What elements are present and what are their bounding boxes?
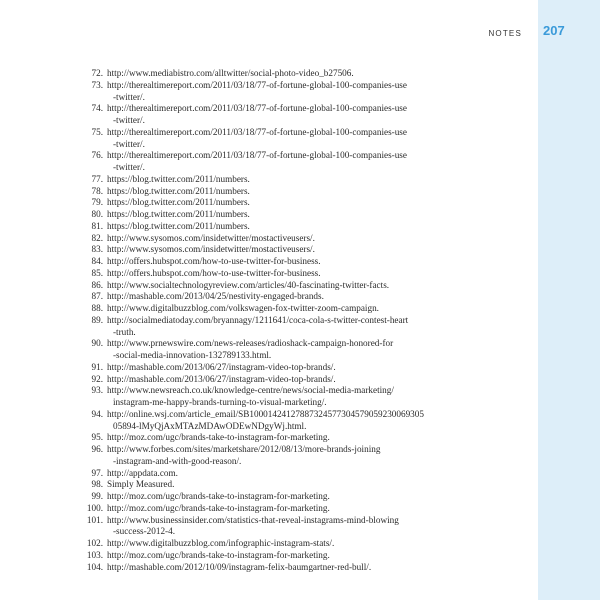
endnote-number: 72. (91, 68, 103, 78)
endnote-text (107, 562, 434, 574)
endnote-line: http://therealtimereport.com/2011/03/18/77-of-fortune-global-100-companies-use (107, 79, 407, 90)
endnote-text (107, 550, 434, 562)
endnote-text (107, 374, 434, 386)
endnote-continuation-line: instagram-me-happy-brands-turning-to-visual-marketing/. (113, 397, 327, 407)
endnote-number: 95. (91, 432, 103, 443)
endnote-number: 93. (91, 385, 103, 396)
endnote-line: http://www.digitalbuzzblog.com/infographic-instagram-stats/. (107, 538, 335, 548)
endnote-item (84, 127, 434, 151)
endnote-number: 97. (91, 467, 103, 478)
endnote-line: http://www.sysomos.com/insidetwitter/mostactiveusers/. (107, 244, 315, 255)
endnote-line: Simply Measured. (107, 479, 175, 490)
endnote-item (84, 315, 434, 339)
endnote-text (107, 103, 434, 127)
endnote-number: 78. (91, 185, 103, 196)
running-head: NOTES (488, 29, 522, 38)
endnote-line: https://blog.twitter.com/2011/numbers. (107, 220, 250, 231)
endnote-item (84, 291, 434, 303)
endnote-number: 80. (91, 209, 103, 219)
endnote-number: 74. (91, 103, 103, 114)
endnote-number: 103. (86, 549, 103, 560)
endnote-item (84, 503, 434, 515)
endnote-number: 87. (91, 291, 103, 302)
page-edge-tab (538, 0, 600, 600)
endnote-item (84, 562, 434, 574)
endnote-item (84, 338, 434, 362)
endnote-item (84, 385, 434, 409)
endnote-text (107, 338, 434, 362)
endnote-line: http://moz.com/ugc/brands-take-to-instagram-for-marketing. (107, 491, 330, 501)
endnote-line: http://offers.hubspot.com/how-to-use-twitter-for-business. (107, 256, 321, 266)
endnote-number: 76. (91, 150, 103, 161)
endnote-line: http://therealtimereport.com/2011/03/18/77-of-fortune-global-100-companies-use (107, 126, 407, 137)
endnote-line: http://moz.com/ugc/brands-take-to-instagram-for-marketing. (107, 432, 330, 443)
endnote-line: http://www.digitalbuzzblog.com/volkswagen-fox-twitter-zoom-campaign. (107, 303, 379, 313)
endnote-item (84, 268, 434, 280)
endnote-item (84, 103, 434, 127)
endnote-number: 100. (86, 502, 103, 513)
endnote-text (107, 432, 434, 444)
endnote-line: http://www.socialtechnologyreview.com/articles/40-fascinating-twitter-facts. (107, 279, 390, 290)
endnotes-list (84, 68, 434, 573)
endnote-item (84, 244, 434, 256)
endnote-line: http://offers.hubspot.com/how-to-use-twitter-for-business. (107, 267, 321, 278)
endnote-number: 94. (91, 408, 103, 419)
endnote-item (84, 444, 434, 468)
endnote-line: http://moz.com/ugc/brands-take-to-instagram-for-marketing. (107, 502, 330, 513)
endnote-line: http://www.businessinsider.com/statistics-that-reveal-instagrams-mind-blowing (107, 514, 399, 525)
endnote-text (107, 80, 434, 104)
endnote-text (107, 362, 434, 374)
endnote-text (107, 479, 434, 491)
endnote-item (84, 409, 434, 433)
endnote-number: 88. (91, 303, 103, 313)
endnote-line: http://www.prnewswire.com/news-releases/radioshack-campaign-honored-for (107, 338, 394, 349)
endnote-text (107, 197, 434, 209)
endnote-line: http://therealtimereport.com/2011/03/18/77-of-fortune-global-100-companies-use (107, 150, 407, 161)
endnote-number: 91. (91, 361, 103, 372)
endnote-number: 82. (91, 232, 103, 243)
endnote-text (107, 209, 434, 221)
endnote-continuation-line: -social-media-innovation-132789133.html. (113, 350, 272, 360)
endnote-continuation-line: -twitter/. (113, 115, 145, 125)
endnote-line: http://mashable.com/2013/04/25/nestivity-engaged-brands. (107, 291, 324, 302)
endnote-item (84, 468, 434, 480)
endnote-number: 89. (91, 314, 103, 325)
endnote-number: 92. (91, 373, 103, 384)
endnote-text (107, 233, 434, 245)
endnote-number: 84. (91, 256, 103, 266)
endnote-number: 85. (91, 267, 103, 278)
endnote-text (107, 268, 434, 280)
endnote-line: https://blog.twitter.com/2011/numbers. (107, 197, 250, 208)
endnote-item (84, 432, 434, 444)
endnote-item (84, 479, 434, 491)
endnote-line: http://mashable.com/2012/10/09/instagram-felix-baumgartner-red-bull/. (107, 561, 372, 572)
endnote-item (84, 538, 434, 550)
endnote-line: http://mashable.com/2013/06/27/instagram-video-top-brands/. (107, 373, 336, 384)
endnote-line: http://therealtimereport.com/2011/03/18/77-of-fortune-global-100-companies-use (107, 103, 407, 114)
endnote-number: 99. (91, 491, 103, 501)
endnote-text (107, 127, 434, 151)
endnote-continuation-line: -twitter/. (113, 91, 145, 102)
endnote-continuation-line: 05894-lMyQjAxMTAzMDAwODEwNDgyWj.html. (113, 420, 307, 431)
endnote-continuation-line: -twitter/. (113, 162, 145, 172)
endnote-text (107, 68, 434, 80)
endnote-text (107, 186, 434, 198)
endnote-item (84, 515, 434, 539)
endnote-number: 101. (86, 514, 103, 525)
endnote-item (84, 174, 434, 186)
endnote-item (84, 550, 434, 562)
endnote-item (84, 197, 434, 209)
endnote-text (107, 221, 434, 233)
endnote-line: http://www.forbes.com/sites/marketshare/2012/08/13/more-brands-joining (107, 444, 381, 454)
endnote-line: http://moz.com/ugc/brands-take-to-instagram-for-marketing. (107, 549, 330, 560)
endnote-text (107, 491, 434, 503)
endnote-number: 102. (86, 538, 103, 548)
endnote-item (84, 68, 434, 80)
endnote-number: 90. (91, 338, 103, 349)
endnote-item (84, 186, 434, 198)
endnote-line: http://appdata.com. (107, 467, 178, 478)
endnote-number: 79. (91, 197, 103, 208)
endnote-line: http://mashable.com/2013/06/27/instagram-video-top-brands/. (107, 361, 336, 372)
endnote-number: 83. (91, 244, 103, 255)
endnote-text (107, 256, 434, 268)
endnote-item (84, 303, 434, 315)
endnote-item (84, 256, 434, 268)
endnote-text (107, 503, 434, 515)
endnote-number: 104. (86, 561, 103, 572)
endnote-text (107, 244, 434, 256)
endnote-item (84, 491, 434, 503)
endnote-text (107, 315, 434, 339)
endnote-item (84, 80, 434, 104)
endnote-continuation-line: -success-2012-4. (113, 526, 175, 537)
endnote-continuation-line: -instagram-and-with-good-reason/. (113, 455, 242, 466)
endnote-text (107, 174, 434, 186)
endnote-line: https://blog.twitter.com/2011/numbers. (107, 209, 250, 219)
endnote-text (107, 538, 434, 550)
endnote-text (107, 468, 434, 480)
endnote-number: 73. (91, 79, 103, 90)
endnote-number: 96. (91, 444, 103, 454)
endnote-line: https://blog.twitter.com/2011/numbers. (107, 185, 250, 196)
page-number: 207 (543, 23, 565, 38)
endnote-line: http://www.mediabistro.com/alltwitter/social-photo-video_b27506. (107, 68, 354, 78)
endnote-number: 77. (91, 173, 103, 184)
endnote-item (84, 362, 434, 374)
endnote-text (107, 515, 434, 539)
endnote-continuation-line: -truth. (113, 326, 136, 337)
endnote-line: https://blog.twitter.com/2011/numbers. (107, 173, 250, 184)
endnote-line: http://socialmediatoday.com/bryannagy/1211641/coca-cola-s-twitter-contest-heart (107, 314, 409, 325)
endnote-line: http://www.newsreach.co.uk/knowledge-centre/news/social-media-marketing/ (107, 385, 394, 396)
endnote-line: http://online.wsj.com/article_email/SB10001424127887324577304579059230069305 (107, 408, 424, 419)
endnote-text (107, 280, 434, 292)
endnote-text (107, 409, 434, 433)
endnote-text (107, 303, 434, 315)
endnote-continuation-line: -twitter/. (113, 138, 145, 149)
endnote-item (84, 209, 434, 221)
endnote-text (107, 444, 434, 468)
endnote-item (84, 221, 434, 233)
endnote-number: 86. (91, 279, 103, 290)
endnote-text (107, 291, 434, 303)
endnote-line: http://www.sysomos.com/insidetwitter/mostactiveusers/. (107, 232, 315, 243)
endnote-number: 75. (91, 126, 103, 137)
endnote-item (84, 280, 434, 292)
endnote-number: 98. (91, 479, 103, 490)
endnote-item (84, 233, 434, 245)
endnote-text (107, 150, 434, 174)
endnote-number: 81. (91, 220, 103, 231)
endnote-item (84, 150, 434, 174)
endnote-text (107, 385, 434, 409)
endnote-item (84, 374, 434, 386)
